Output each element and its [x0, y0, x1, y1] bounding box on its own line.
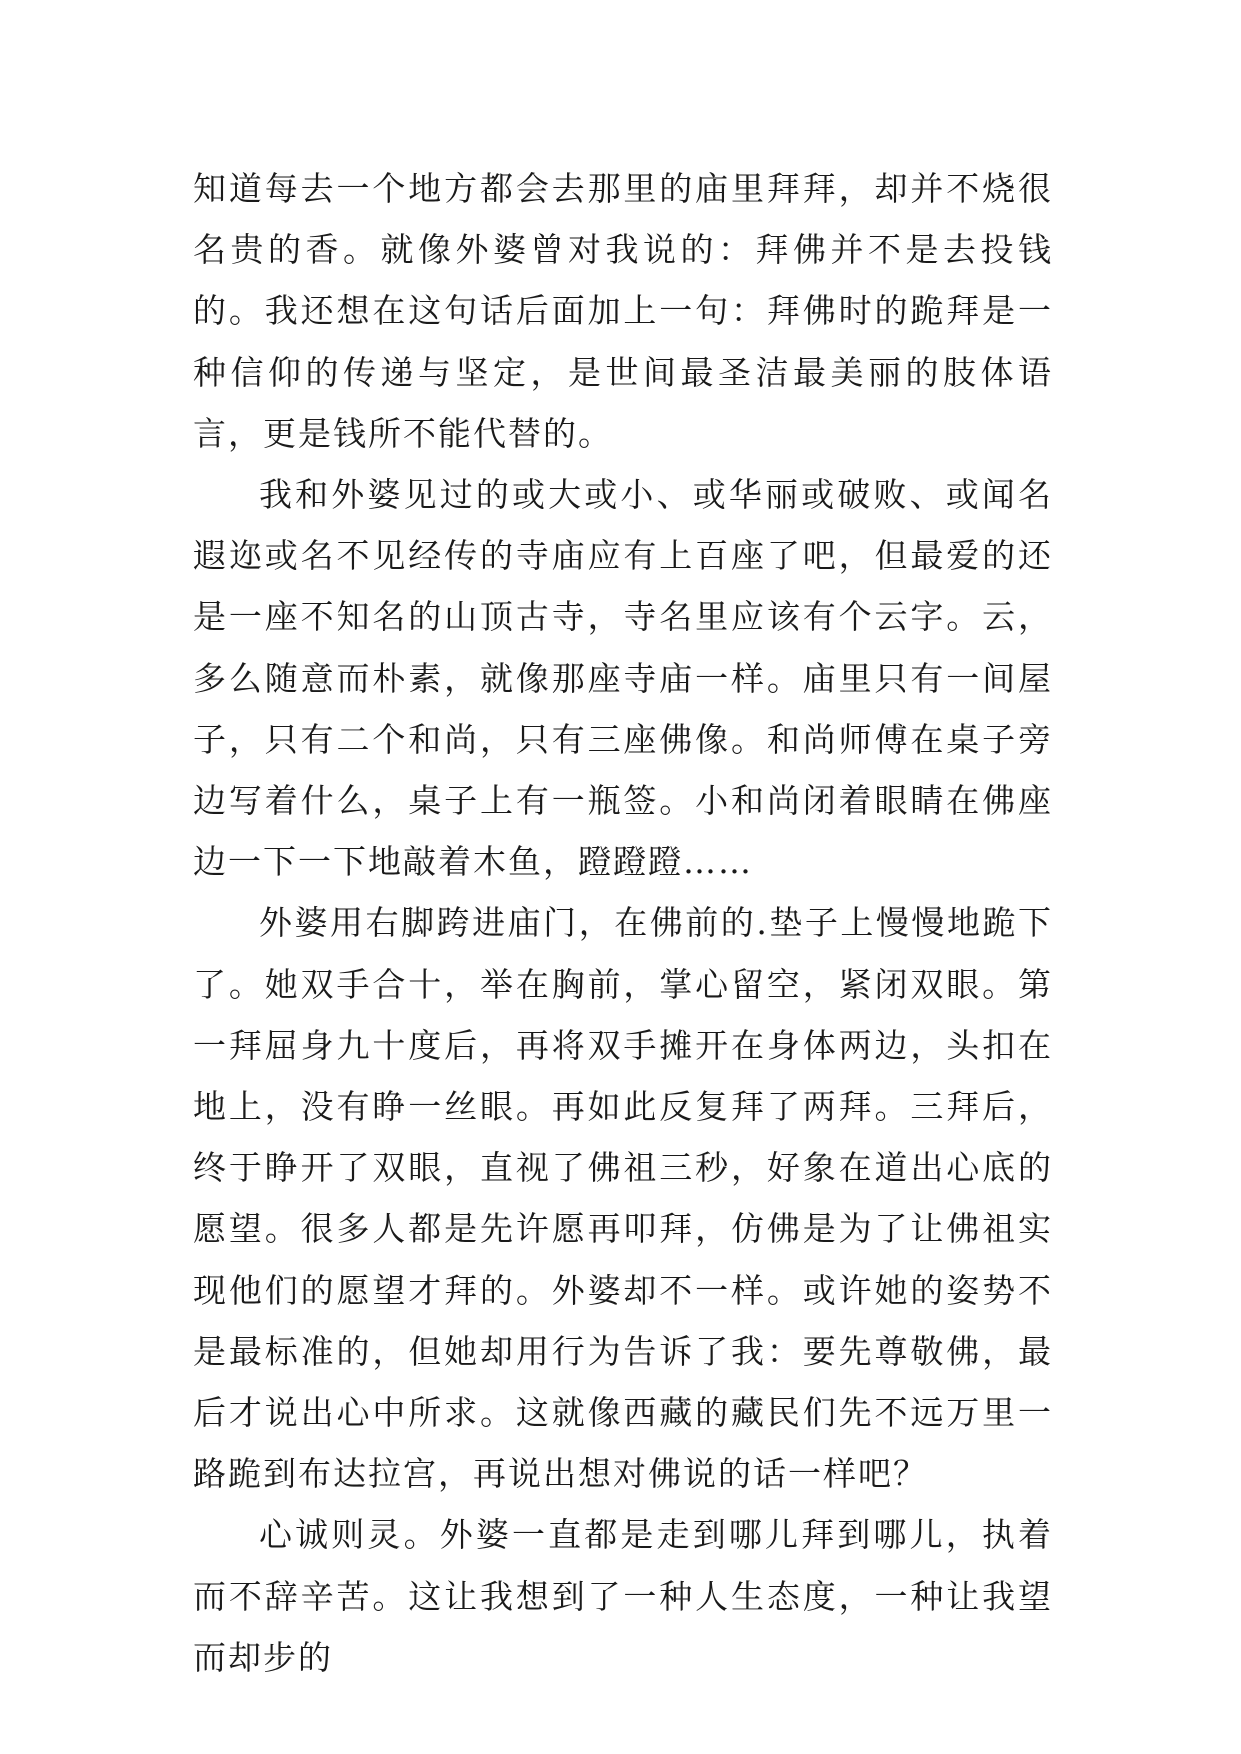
paragraph-2: 我和外婆见过的或大或小、或华丽或破败、或闻名遐迩或名不见经传的寺庙应有上百座了吧，但最爱的还是一座不知名的山顶古寺，寺名里应该有个云字。云，多么随意而朴素，就像那座寺庙一样。庙里只有一间屋子，只有二个和尚，只有三座佛像。和尚师傅在桌子旁边写着什么，桌子上有一瓶签。小和尚闭着眼睛在佛座边一下一下地敲着木鱼，蹬蹬蹬…… [193, 475, 1053, 882]
paragraph-3: 外婆用右脚跨进庙门，在佛前的.垫子上慢慢地跪下了。她双手合十，举在胸前，掌心留空，紧闭双眼。第一拜屈身九十度后，再将双手摊开在身体两边，头扣在地上，没有睁一丝眼。再如此反复拜了两拜。三拜后，终于睁开了双眼，直视了佛祖三秒，好象在道出心底的愿望。很多人都是先许愿再叩拜，仿佛是为了让佛祖实现他们的愿望才拜的。外婆却不一样。或许她的姿势不是最标准的，但她却用行为告诉了我：要先尊敬佛，最后才说出心中所求。这就像西藏的藏民们先不远万里一路跪到布达拉宫，再说出想对佛说的话一样吧？ [193, 903, 1053, 1494]
paragraph-1: 知道每去一个地方都会去那里的庙里拜拜，却并不烧很名贵的香。就像外婆曾对我说的：拜佛并不是去投钱的。我还想在这句话后面加上一句：拜佛时的跪拜是一种信仰的传递与坚定，是世间最圣洁最美丽的肢体语言，更是钱所不能代替的。 [193, 169, 1053, 453]
paragraph-4: 心诚则灵。外婆一直都是走到哪儿拜到哪儿，执着而不辞辛苦。这让我想到了一种人生态度，一种让我望而却步的 [193, 1515, 1053, 1677]
body-text [193, 158, 1053, 1688]
